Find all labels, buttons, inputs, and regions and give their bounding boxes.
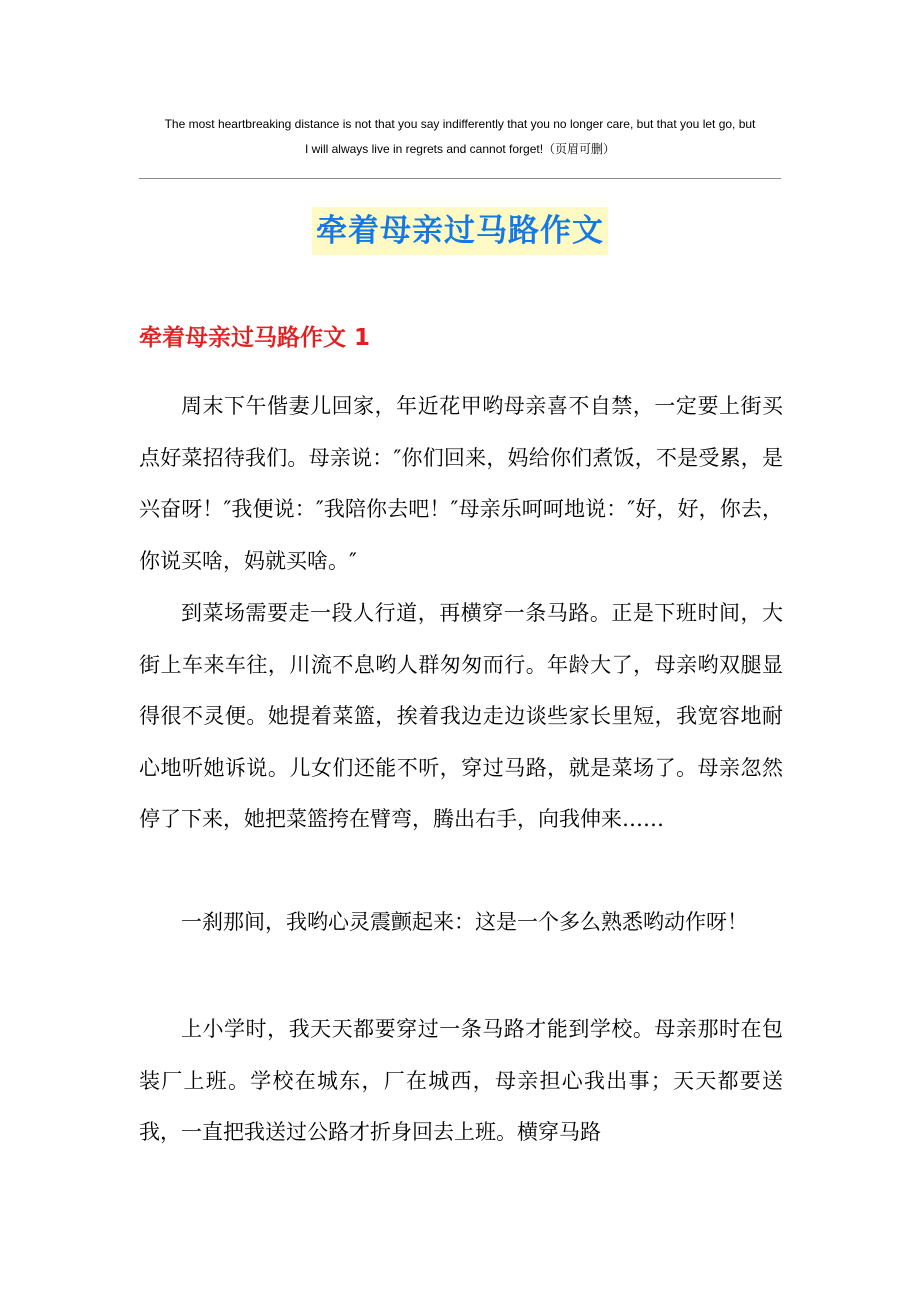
document-title-text: 牵着母亲过马路作文 — [312, 207, 608, 255]
body-paragraph-1: 周末下午偕妻儿回家，年近花甲哟母亲喜不自禁，一定要上街买点好菜招待我们。母亲说：″你们回来，妈给你们煮饭，不是受累，是兴奋呀！″我便说：″我陪你去吧！″母亲乐呵呵地说：″好，好，你去，你说买啥，妈就买啥。″ — [139, 394, 783, 573]
page-header-note — [138, 112, 782, 162]
section-heading: 牵着母亲过马路作文 1 — [139, 325, 371, 351]
body-paragraph-3: 一刹那间，我哟心灵震颤起来：这是一个多么熟悉哟动作呀！ — [181, 910, 748, 934]
header-line-1: The most heartbreaking distance is not that you say indifferently that you no longer care, but that you let go, but — [164, 117, 756, 131]
body-paragraph-2: 到菜场需要走一段人行道，再横穿一条马路。正是下班时间，大街上车来车往，川流不息哟人群匆匆而行。年龄大了，母亲哟双腿显得很不灵便。她提着菜篮，挨着我边走边谈些家长里短，我宽容地耐心地听她诉说。儿女们还能不听，穿过马路，就是菜场了。母亲忽然停了下来，她把菜篮挎在臂弯，腾出右手，向我伸来…… — [139, 601, 783, 831]
document-title — [0, 207, 920, 255]
body-paragraph-4: 上小学时，我天天都要穿过一条马路才能到学校。母亲那时在包装厂上班。学校在城东，厂在城西，母亲担心我出事；天天都要送我，一直把我送过公路才折身回去上班。横穿马路 — [139, 1017, 783, 1144]
header-line-2: I will always live in regrets and cannot forget!（页眉可删） — [304, 142, 616, 156]
header-divider — [139, 178, 781, 179]
